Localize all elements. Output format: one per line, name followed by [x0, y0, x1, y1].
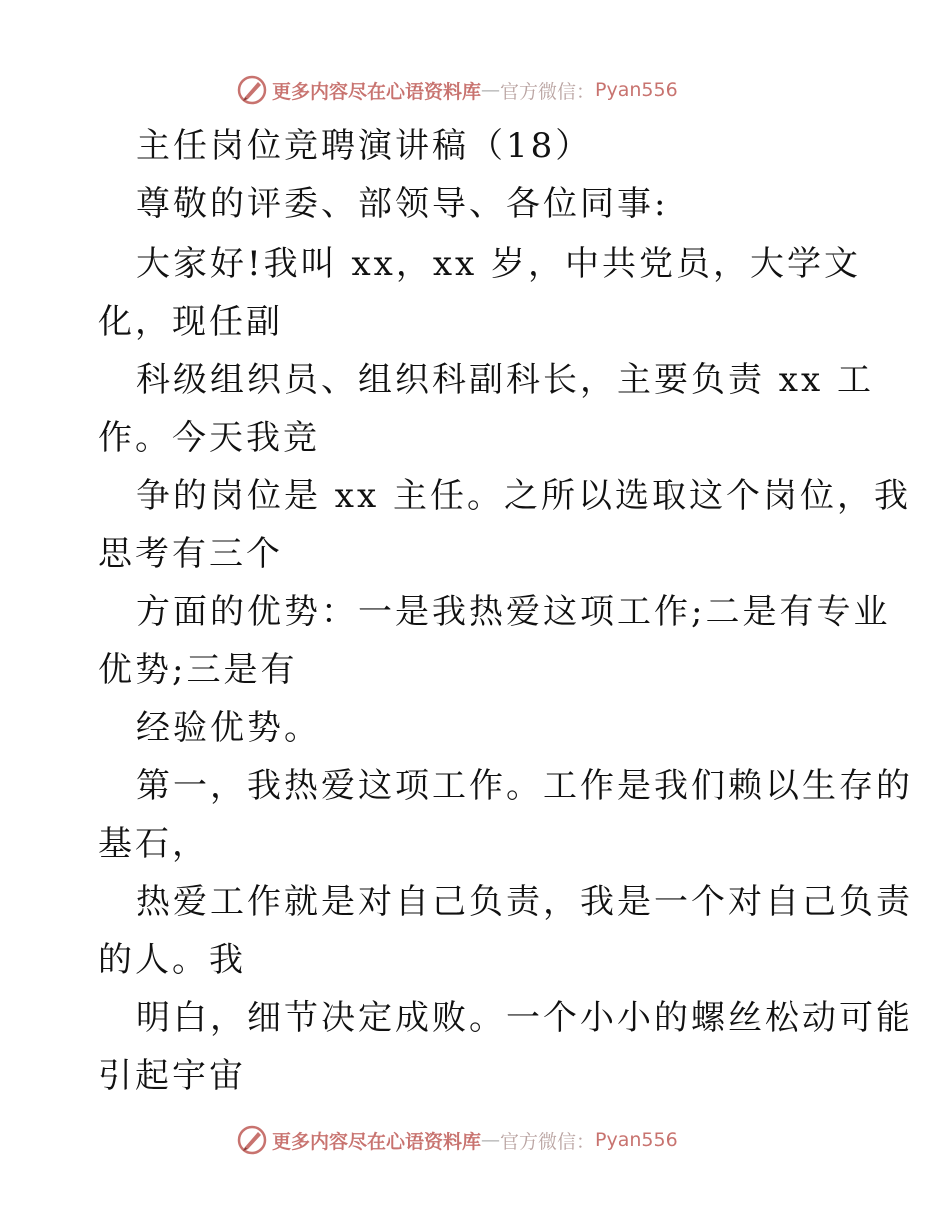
paragraph-line: 思考有三个: [98, 534, 283, 574]
paragraph-line: 的人。我: [98, 940, 246, 980]
paragraph-line: 经验优势。: [136, 708, 321, 748]
paragraph-line: 科级组织员、组织科副科长，主要负责 xx 工: [136, 360, 874, 400]
document-title: 主任岗位竞聘演讲稿（18）: [136, 126, 593, 166]
pen-logo-icon: [236, 74, 268, 106]
paragraph-line: 大家好!我叫 xx，xx 岁，中共党员，大学文: [136, 244, 861, 284]
paragraph-line: 第一，我热爱这项工作。工作是我们赖以生存的: [136, 766, 913, 806]
salutation: 尊敬的评委、部领导、各位同事:: [136, 184, 669, 224]
paragraph-line: 化，现任副: [98, 302, 283, 342]
watermark-wechat-id: Pyan556: [595, 79, 678, 101]
paragraph-line: 优势;三是有: [98, 650, 298, 690]
footer-watermark: [236, 1120, 756, 1160]
watermark-wechat-label: 官方微信：: [500, 80, 596, 103]
paragraph-line: 明白，细节决定成败。一个小小的螺丝松动可能: [136, 998, 913, 1038]
pen-logo-icon: [236, 1124, 268, 1156]
watermark-dash: —: [481, 79, 501, 101]
paragraph-line: 引起宇宙: [98, 1056, 246, 1096]
header-watermark: [236, 70, 756, 110]
paragraph-line: 热爱工作就是对自己负责，我是一个对自己负责: [136, 882, 913, 922]
paragraph-line: 作。今天我竞: [98, 418, 320, 458]
watermark-main-text: 更多内容尽在心语资料库: [272, 1130, 482, 1153]
watermark-main-text: 更多内容尽在心语资料库: [272, 80, 482, 103]
watermark-dash: —: [481, 1129, 501, 1151]
paragraph-line: 基石，: [98, 824, 209, 864]
paragraph-line: 方面的优势：一是我热爱这项工作;二是有专业: [136, 592, 891, 632]
paragraph-line: 争的岗位是 xx 主任。之所以选取这个岗位，我: [136, 476, 911, 516]
watermark-wechat-id: Pyan556: [595, 1129, 678, 1151]
watermark-wechat-label: 官方微信：: [500, 1130, 596, 1153]
